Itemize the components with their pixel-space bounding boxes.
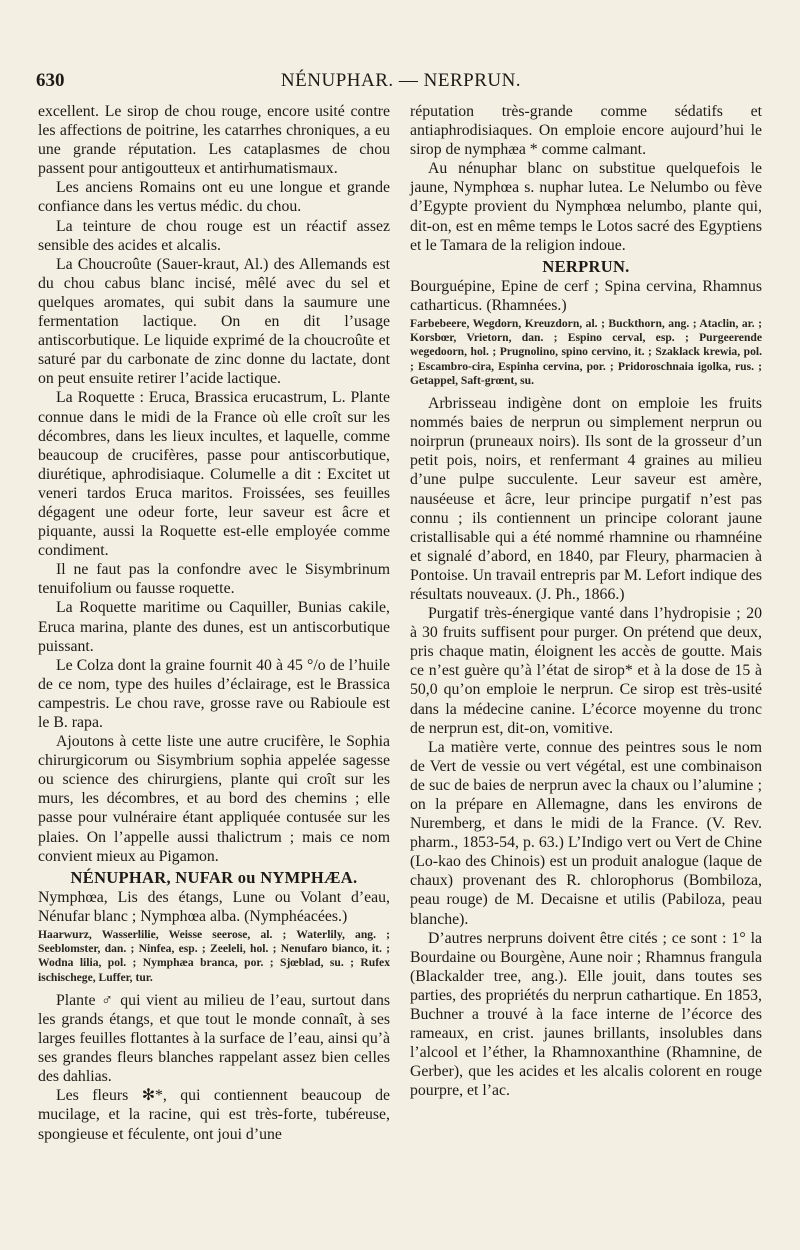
paragraph: Bourguépine, Epine de cerf ; Spina cervina, Rhamnus catharticus. (Rhamnées.) [410, 277, 762, 314]
right-column [410, 102, 762, 1101]
paragraph: Ajoutons à cette liste une autre crucifère, le Sophia chirurgicorum ou Sisymbrium sophia appelée sagesse ou science des chirurgiens, plante qui croît sur les murs, les décombres, et au bord des chemins ; elle passe pour vulnéraire étant appliquée contusée sur les plaies. On l’appelle aussi thalictrum ; mais ce nom convient mieux au Pigamon. [38, 733, 390, 865]
paragraph: Au nénuphar blanc on substitue quelquefois le jaune, Nymphœa s. nuphar lutea. Le Nelumbo ou fève d’Egypte provient du Nymphœa nelumbo, plante qui, dit-on, est en même temps le Lotos sacré des Egyptiens et le Tamara de la religion indoue. [410, 160, 762, 254]
paragraph: La matière verte, connue des peintres sous le nom de Vert de vessie ou vert végétal, est une combinaison de suc de baies de nerprun avec la chaux ou l’alumine ; on la prépare en Allemagne, dans les environs de Nuremberg, et dans le midi de la France. (V. Rev. pharm., 1853-54, p. 63.) L’Indigo vert ou Vert de Chine (Lo-kao des Chinois) est un produit analogue (laque de chaux) provenant des R. chlorophorus (Bombiloza, peau rouge) de M. Decaisne et utilis (Pabiloza, peau blanche). [410, 738, 762, 928]
paragraph: La Roquette : Eruca, Brassica erucastrum, L. Plante connue dans le midi de la France où elle croît sur les décombres, dans les lieux incultes, et laquelle, comme beaucoup de crucifères, passe pour antiscorbutique, diurétique, aphrodisiaque. Columelle a dit : Excitet ut veneri tardos Eruca maritos. Froissées, ses feuilles dégagent une odeur forte, leur saveur est âcre et piquante, aussi la Roquette est-elle employée comme condiment. [38, 389, 390, 560]
paragraph: Les fleurs ✻*, qui contiennent beaucoup de mucilage, et la racine, qui est très-forte, tubéreuse, spongieuse et féculente, ont joui d’une [38, 1087, 390, 1143]
paragraph: excellent. Le sirop de chou rouge, encore usité contre les affections de poitrine, les catarrhes chroniques, a eu une grande réputation. Les cataplasmes de chou passent pour antigoutteux et antirhumatismaux. [38, 103, 390, 178]
running-title: NÉNUPHAR. — NERPRUN. [280, 70, 522, 91]
left-column [38, 102, 390, 1144]
paragraph: Plante ♂ qui vient au milieu de l’eau, surtout dans les grands étangs, et que tout le monde connaît, à ses larges feuilles flottantes à la surface de l’eau, ainsi qu’à ses grandes fleurs blanches rappelant assez bien celles des dahlias. [38, 991, 390, 1086]
synonyms-block: Haarwurz, Wasserlilie, Weisse seerose, al. ; Waterlily, ang. ; Seeblomster, dan. ; Ninfea, esp. ; Zeeleli, hol. ; Nenufaro bianco, it. ; Wodna lilia, pol. ; Nymphæa branca, por. ; Sjœblad, su. ; Rufex ischischege, Luffer, tur. [38, 928, 390, 984]
paragraph: Il ne faut pas la confondre avec le Sisymbrinum tenuifolium ou fausse roquette. [38, 561, 390, 598]
synonyms-block: Farbebeere, Wegdorn, Kreuzdorn, al. ; Buckthorn, ang. ; Ataclin, ar. ; Korsbœr, Vrietorn, dan. ; Espino cerval, esp. ; Purgeerende wegedoorn, hol. ; Prugnolino, spino cervino, it. ; Szaklack krewia, pol. ; Escambro-cira, Espinha cervina, por. ; Pridoroschnaia igolka, rus. ; Getappel, Saft-grœnt, su. [410, 317, 762, 387]
paragraph: Les anciens Romains ont eu une longue et grande confiance dans les vertus médic. du chou. [38, 179, 390, 216]
paragraph: La Roquette maritime ou Caquiller, Bunias cakile, Eruca marina, plante des dunes, est un antiscorbutique puissant. [38, 599, 390, 655]
section-heading: NERPRUN. [542, 256, 630, 276]
paragraph: Purgatif très-énergique vanté dans l’hydropisie ; 20 à 30 fruits suffisent pour purger. On prétend que deux, pris chaque matin, éloignent les accès de goutte. Mais ce n’est guère qu’à l’état de sirop* et à la dose de 15 à 50,0 qu’on emploie le nerprun. Ce sirop est très-usité dans la médecine canine. L’écorce moyenne du tronc de nerprun est, dit-on, vomitive. [410, 605, 762, 737]
paragraph: La teinture de chou rouge est un réactif assez sensible des acides et alcalis. [38, 217, 390, 254]
page-number: 630 [36, 70, 65, 91]
paragraph: Nymphœa, Lis des étangs, Lune ou Volant d’eau, Nénufar blanc ; Nymphœa alba. (Nymphéacées.) [38, 888, 390, 925]
page-header [36, 70, 766, 100]
paragraph: La Choucroûte (Sauer-kraut, Al.) des Allemands est du chou cabus blanc incisé, mêlé avec du sel et quelques aromates, qui subit dans la saumure une fermentation lactique. On en dit l’usage antiscorbutique. Le liquide exprimé de la choucroûte et saturé par du carbonate de zinc donne du lactate, dont on peut ensuite retirer l’acide lactique. [38, 255, 390, 388]
paragraph: réputation très-grande comme sédatifs et antiaphrodisiaques. On emploie encore aujourd’hui le sirop de nymphæa * comme calmant. [410, 103, 762, 159]
paragraph: Le Colza dont la graine fournit 40 à 45 °/o de l’huile de ce nom, type des huiles d’éclairage, est le Brassica campestris. Le chou rave, grosse rave ou Rabioule est le B. rapa. [38, 656, 390, 731]
section-heading: NÉNUPHAR, NUFAR ou NYMPHÆA. [70, 867, 358, 887]
paragraph: D’autres nerpruns doivent être cités ; ce sont : 1° la Bourdaine ou Bourgène, Aune noir ; Rhamnus frangula (Blackalder tree, ang.). Elle jouit, dans toutes ses parties, des propriétés du nerprun cathartique. En 1853, Buchner a trouvé à la face interne de l’écorce des rameaux, en crist. jaunes brillants, insolubles dans l’alcool et l’éther, la Rhamnoxanthine (Rhamnine, de Gerber), que les acides et les alcalis colorent en rouge pourpre, et l’ac. [410, 929, 762, 1100]
paragraph: Arbrisseau indigène dont on emploie les fruits nommés baies de nerprun ou simplement nerprun ou noirprun (pruneaux noirs). Ils sont de la grosseur d’un petit pois, noirs, et renfermant 4 graines au milieu d’une pulpe succulente. Leur saveur est amère, nauséeuse et âcre, leur principe purgatif n’est pas connu ; ils contiennent un principe colorant jaune cristallisable qui a été nommé rhamnine ou rhamnéine et signalé d’abord, en 1840, par Fleury, pharmacien à Pontoise. Un travail entrepris par M. Lefort indique des résultats nouveaux. (J. Ph., 1866.) [410, 395, 762, 603]
